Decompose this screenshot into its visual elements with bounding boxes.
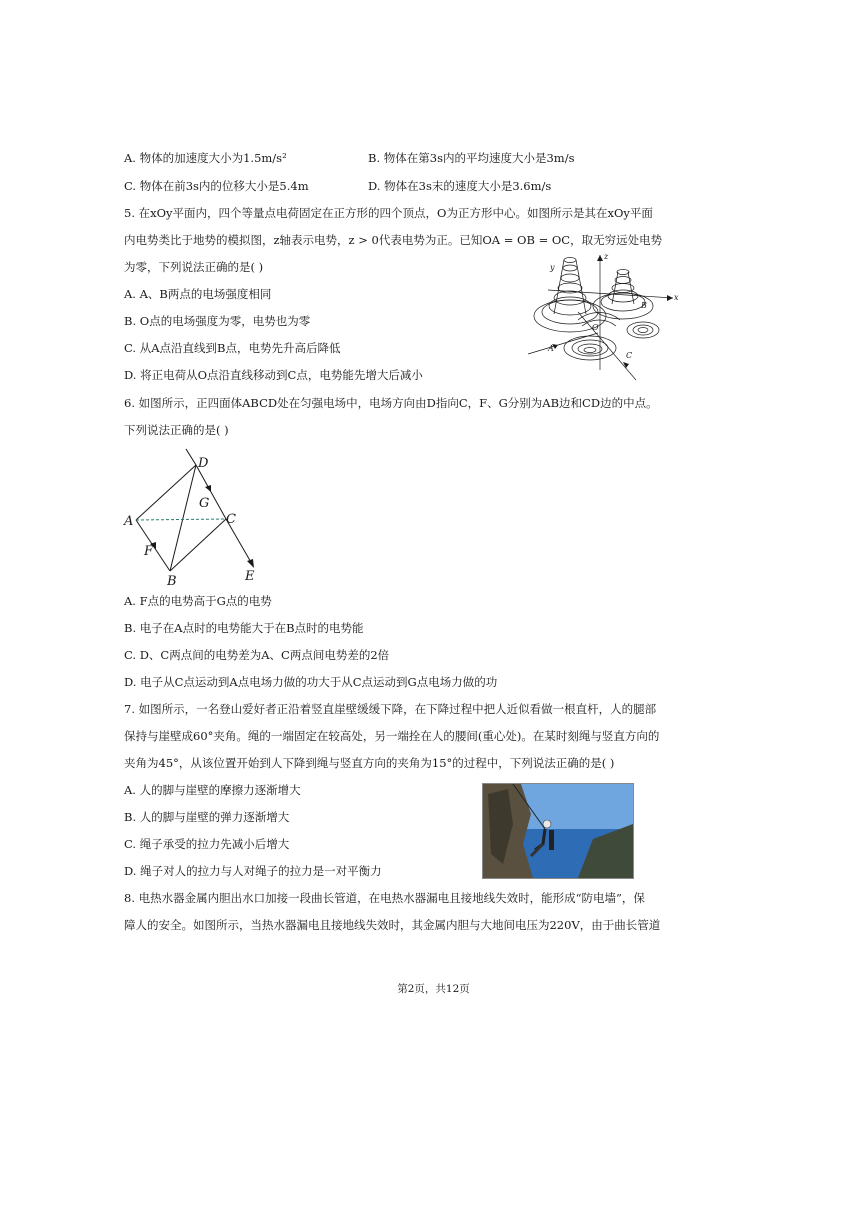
q7-stem-line-2: 保持与崖壁成60°夹角。绳的一端固定在较高处，另一端拴在人的腰间(重心处)。在某时刻绳与竖直方向的 <box>124 729 660 743</box>
q5-label-c: C <box>626 351 633 360</box>
q5-option-b: B. O点的电场强度为零，电势也为零 <box>124 314 311 328</box>
q8-stem-line-1: 8. 电热水器金属内胆出水口加接一段曲长管道，在电热水器漏电且接地线失效时，能形成“防电墙”，保 <box>124 891 645 905</box>
q4-option-a: A. 物体的加速度大小为1.5m/s² <box>124 151 287 165</box>
q6-option-d: D. 电子从C点运动到A点电场力做的功大于从C点运动到G点电场力做的功 <box>124 675 498 689</box>
q6-tetrahedron-figure <box>122 447 272 587</box>
q7-option-c: C. 绳子承受的拉力先减小后增大 <box>124 837 290 851</box>
page-footer: 第2页，共12页 <box>397 983 470 995</box>
q4-option-b: B. 物体在第3s内的平均速度大小是3m/s <box>368 151 575 165</box>
q6-label-a: A <box>124 514 134 529</box>
q5-stem-line-2: 内电势类比于地势的模拟图，z轴表示电势，z > 0代表电势为正。已知OA = OB = OC，取无穷远处电势 <box>124 233 663 247</box>
q5-label-y: y <box>550 263 555 272</box>
q5-option-c: C. 从A点沿直线到B点，电势先升高后降低 <box>124 341 341 355</box>
q6-label-f: F <box>144 544 154 559</box>
q5-label-z: z <box>604 252 609 261</box>
climber-photo <box>482 783 634 879</box>
q6-option-a: A. F点的电势高于G点的电势 <box>124 594 272 608</box>
q7-stem-line-3: 夹角为45°，从该位置开始到人下降到绳与竖直方向的夹角为15°的过程中，下列说法正确的是( ) <box>124 756 615 770</box>
q7-option-d: D. 绳子对人的拉力与人对绳子的拉力是一对平衡力 <box>124 864 382 878</box>
q5-label-b: B <box>641 301 647 310</box>
q6-label-g: G <box>199 496 210 511</box>
q6-label-e: E <box>245 569 255 584</box>
c-direction-line <box>578 312 636 380</box>
q6-label-b: B <box>167 574 177 589</box>
q7-stem-line-1: 7. 如图所示，一名登山爱好者正沿着竖直崖壁缓缓下降，在下降过程中把人近似看做一根直杆，人的腿部 <box>124 702 657 716</box>
q5-label-o: O <box>592 323 599 332</box>
q6-stem-line-1: 6. 如图所示，正四面体ABCD处在匀强电场中，电场方向由D指向C，F、G分别为AB边和CD边的中点。 <box>124 396 658 410</box>
q5-label-x: x <box>674 293 679 302</box>
q6-option-b: B. 电子在A点时的电势能大于在B点时的电势能 <box>124 621 364 635</box>
q6-option-c: C. D、C两点间的电势差为A、C两点间电势差的2倍 <box>124 648 390 662</box>
q7-option-a: A. 人的脚与崖壁的摩擦力逐渐增大 <box>124 783 301 797</box>
q6-label-d: D <box>198 456 209 471</box>
q5-potential-figure <box>528 250 688 382</box>
q5-label-a: A <box>548 344 554 353</box>
q5-option-d: D. 将正电荷从O点沿直线移动到C点，电势能先增大后减小 <box>124 368 423 382</box>
q5-stem-line-3: 为零，下列说法正确的是( ) <box>124 260 264 274</box>
q6-label-c: C <box>226 512 236 527</box>
q5-stem-line-1: 5. 在xOy平面内，四个等量点电荷固定在正方形的四个顶点，O为正方形中心。如图所示是其在xOy平面 <box>124 206 653 220</box>
q6-stem-line-2: 下列说法正确的是( ) <box>124 423 229 437</box>
q4-option-d: D. 物体在3s末的速度大小是3.6m/s <box>368 179 552 193</box>
q7-option-b: B. 人的脚与崖壁的弹力逐渐增大 <box>124 810 290 824</box>
q4-option-c: C. 物体在前3s内的位移大小是5.4m <box>124 179 309 193</box>
q8-stem-line-2: 障人的安全。如图所示，当热水器漏电且接地线失效时，其金属内胆与大地间电压为220V，由于曲长管道 <box>124 918 661 932</box>
q5-option-a: A. A、B两点的电场强度相同 <box>124 287 272 301</box>
